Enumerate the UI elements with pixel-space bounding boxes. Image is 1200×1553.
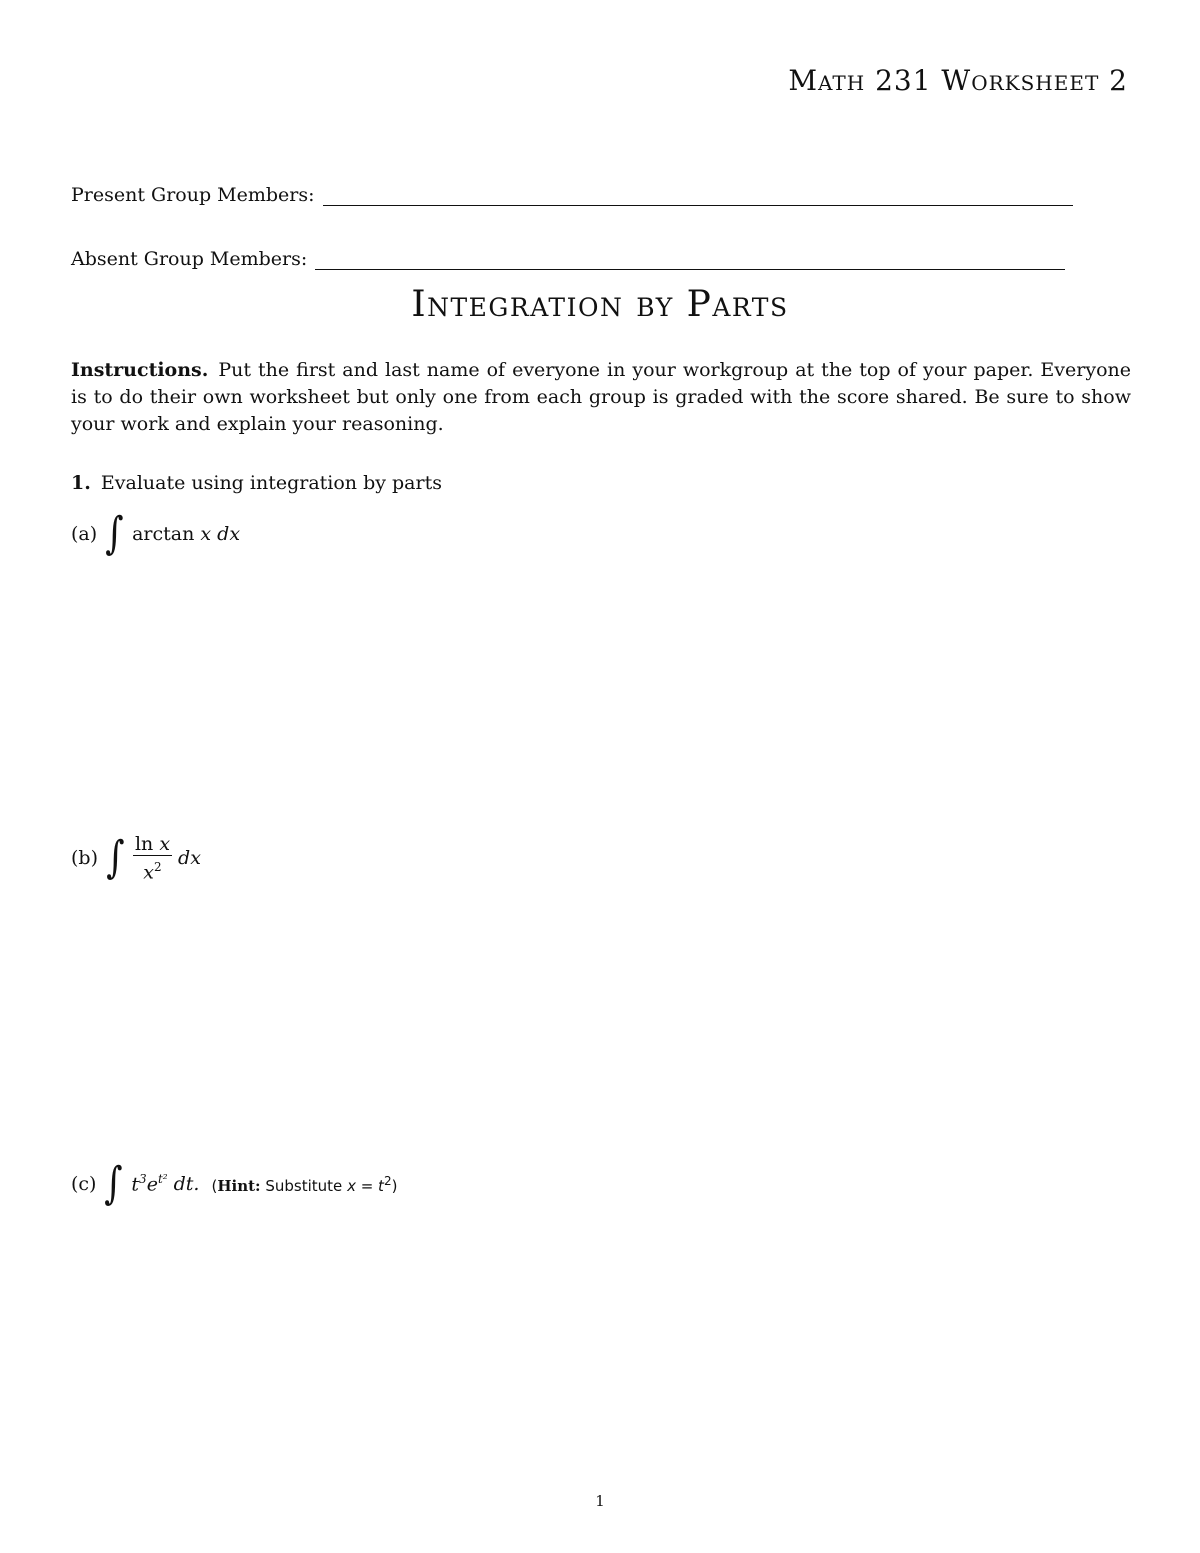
present-members-blank[interactable]	[323, 185, 1073, 206]
problem-a-label: (a)	[71, 523, 98, 545]
problem-b-denominator: $x^2$	[143, 860, 162, 884]
problem-b-differential: dx	[178, 847, 201, 870]
present-members-row	[71, 184, 1073, 206]
problem-b-label: (b)	[71, 847, 98, 870]
page-title: Integration by Parts	[411, 284, 789, 325]
problem-c	[71, 1158, 398, 1209]
instructions-label: Instructions.	[71, 359, 209, 381]
absent-members-row	[71, 248, 1065, 270]
absent-members-label: Absent Group Members:	[71, 248, 308, 270]
problem-b-fraction	[133, 833, 172, 883]
integral-sign-icon: ∫	[106, 832, 125, 884]
absent-members-blank[interactable]	[315, 249, 1065, 270]
problem-a-integrand: arctan	[132, 523, 195, 545]
problem-b	[71, 833, 201, 883]
question-1	[71, 472, 442, 494]
problem-a-differential: dx	[217, 523, 241, 545]
integral-sign-icon: ∫	[105, 508, 124, 559]
instructions	[71, 357, 1131, 438]
page-number: 1	[595, 1492, 605, 1510]
problem-c-differential: dt.	[173, 1173, 200, 1195]
question-number: 1.	[71, 472, 91, 494]
problem-c-integrand: $t^3e^{t^2}$	[131, 1172, 168, 1196]
worksheet-header: Math 231 Worksheet 2	[788, 64, 1128, 97]
instructions-text: Put the first and last name of everyone in your workgroup at the top of your paper. Everyone is to do their own worksheet but only one from each group is graded with the score shared. Be sure to show your work and explain your reasoning.	[71, 359, 1131, 435]
problem-a	[71, 508, 241, 559]
integral-sign-icon: ∫	[104, 1158, 124, 1209]
problem-c-label: (c)	[71, 1173, 97, 1195]
problem-b-numerator: ln x	[134, 833, 171, 855]
question-prompt: Evaluate using integration by parts	[100, 472, 442, 494]
problem-a-var: x	[200, 523, 212, 545]
problem-c-hint: (Hint: Substitute $x = t^2$)	[211, 1173, 398, 1195]
present-members-label: Present Group Members:	[71, 184, 315, 206]
